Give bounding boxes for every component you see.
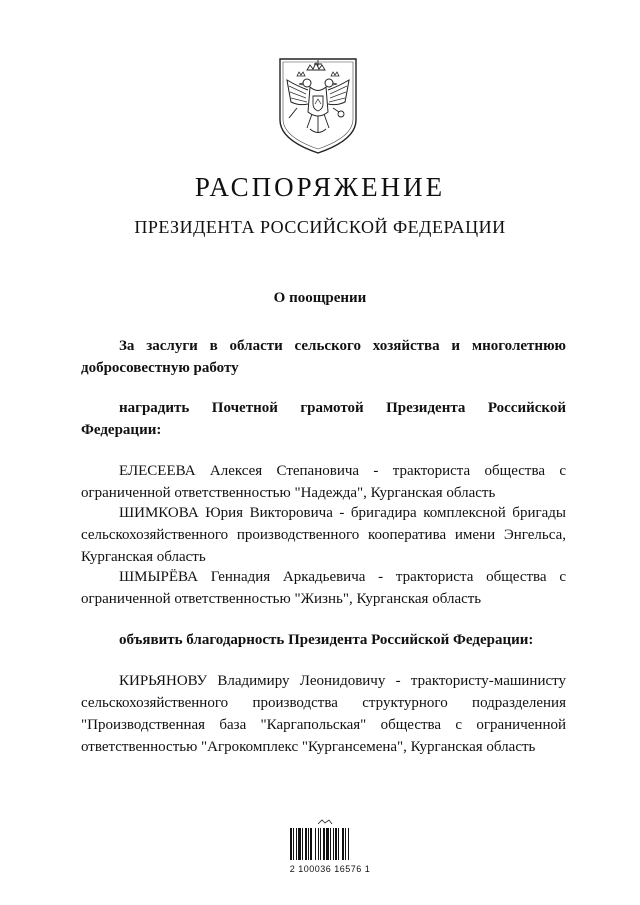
award-entry: ШМЫРЁВА Геннадия Аркадьевича - тракториста общества с ограниченной ответственностью "Жизнь", Курганская область (81, 569, 566, 607)
state-emblem-icon (277, 56, 359, 156)
document-subject: О поощрении (273, 290, 367, 306)
award-entry: ЕЛЕСЕЕВА Алексея Степановича - тракториста общества с ограниченной ответственностью "Надежда", Курганская область (81, 463, 566, 501)
document-title: РАСПОРЯЖЕНИЕ (194, 172, 446, 202)
document-subtitle: ПРЕЗИДЕНТА РОССИЙСКОЙ ФЕДЕРАЦИИ (134, 217, 506, 237)
section-1-heading: наградить Почетной грамотой Президента Российской Федерации: (81, 400, 566, 438)
award-entry: ШИМКОВА Юрия Викторовича - бригадира комплексной бригады сельскохозяйственного производственного кооператива имени Энгельса, Курганская область (81, 505, 566, 565)
preamble: За заслуги в области сельского хозяйства и многолетнюю добросовестную работу (81, 338, 566, 376)
section-2-heading: объявить благодарность Президента Российской Федерации: (119, 632, 534, 648)
gratitude-entry: КИРЬЯНОВУ Владимиру Леонидовичу - трактористу-машинисту сельскохозяйственного производства структурного подразделения "Производственная база "Каргапольская" общества с ограниченной ответственностью "Агрокомплекс "Кургансемена", Курганская область (81, 673, 566, 755)
barcode-number: 2 100036 16576 1 (289, 864, 371, 874)
barcode-icon (288, 818, 368, 862)
